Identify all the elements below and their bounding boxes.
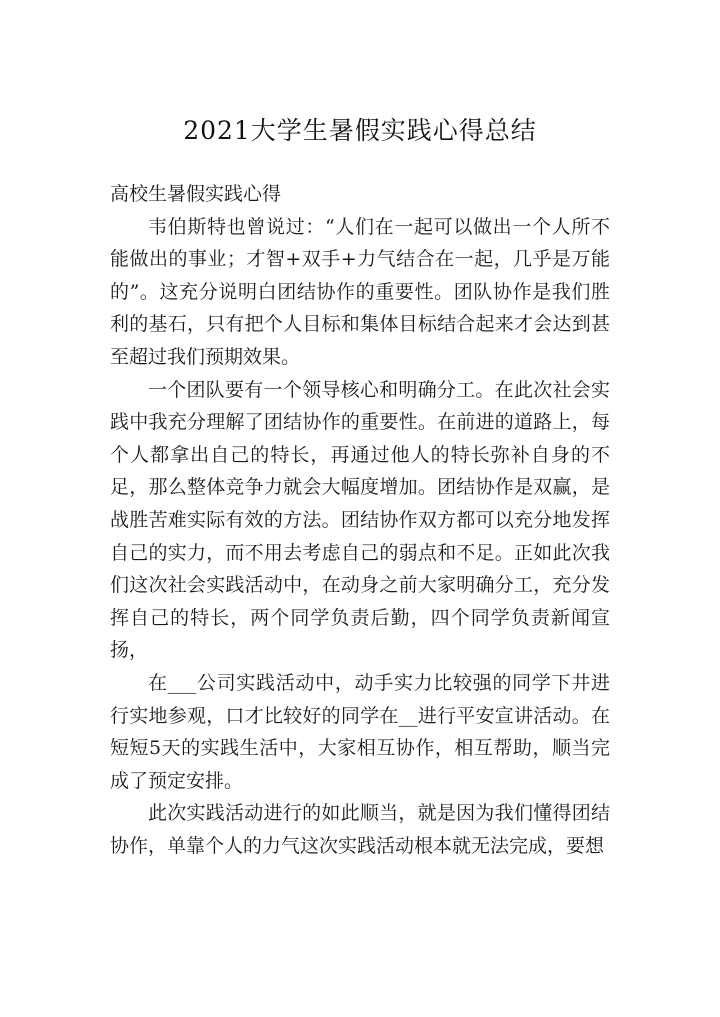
paragraph: 此次实践活动进行的如此顺当，就是因为我们懂得团结协作，单靠个人的力气这次实践活动根本就无法完成，要想 [110,802,610,857]
paragraph: 韦伯斯特也曾说过：“人们在一起可以做出一个人所不能做出的事业；才智+双手+力气结合在一起，几乎是万能的”。这充分说明白团结协作的重要性。团队协作是我们胜利的基石，只有把个人目标和集体目标结合起来才会达到甚至超过我们预期效果。 [110,215,610,368]
paragraph: 在___公司实践活动中，动手实力比较强的同学下井进行实地参观，口才比较好的同学在__进行平安宣讲活动。在短短5天的实践生活中，大家相互协作，相互帮助，顺当完成了预定安排。 [110,671,610,792]
document-title: 2021大学生暑假实践心得总结 [183,116,537,145]
paragraph: 一个团队要有一个领导核心和明确分工。在此次社会实践中我充分理解了团结协作的重要性。在前进的道路上，每个人都拿出自己的特长，再通过他人的特长弥补自身的不足，那么整体竞争力就会大幅度增加。团结协作是双赢，是战胜苦难实际有效的方法。团结协作双方都可以充分地发挥自己的实力，而不用去考虑自己的弱点和不足。正如此次我们这次社会实践活动中，在动身之前大家明确分工，充分发挥自己的特长，两个同学负责后勤，四个同学负责新闻宣扬， [110,378,610,662]
document-subtitle: 高校生暑假实践心得 [110,183,282,205]
document-body [110,178,610,862]
